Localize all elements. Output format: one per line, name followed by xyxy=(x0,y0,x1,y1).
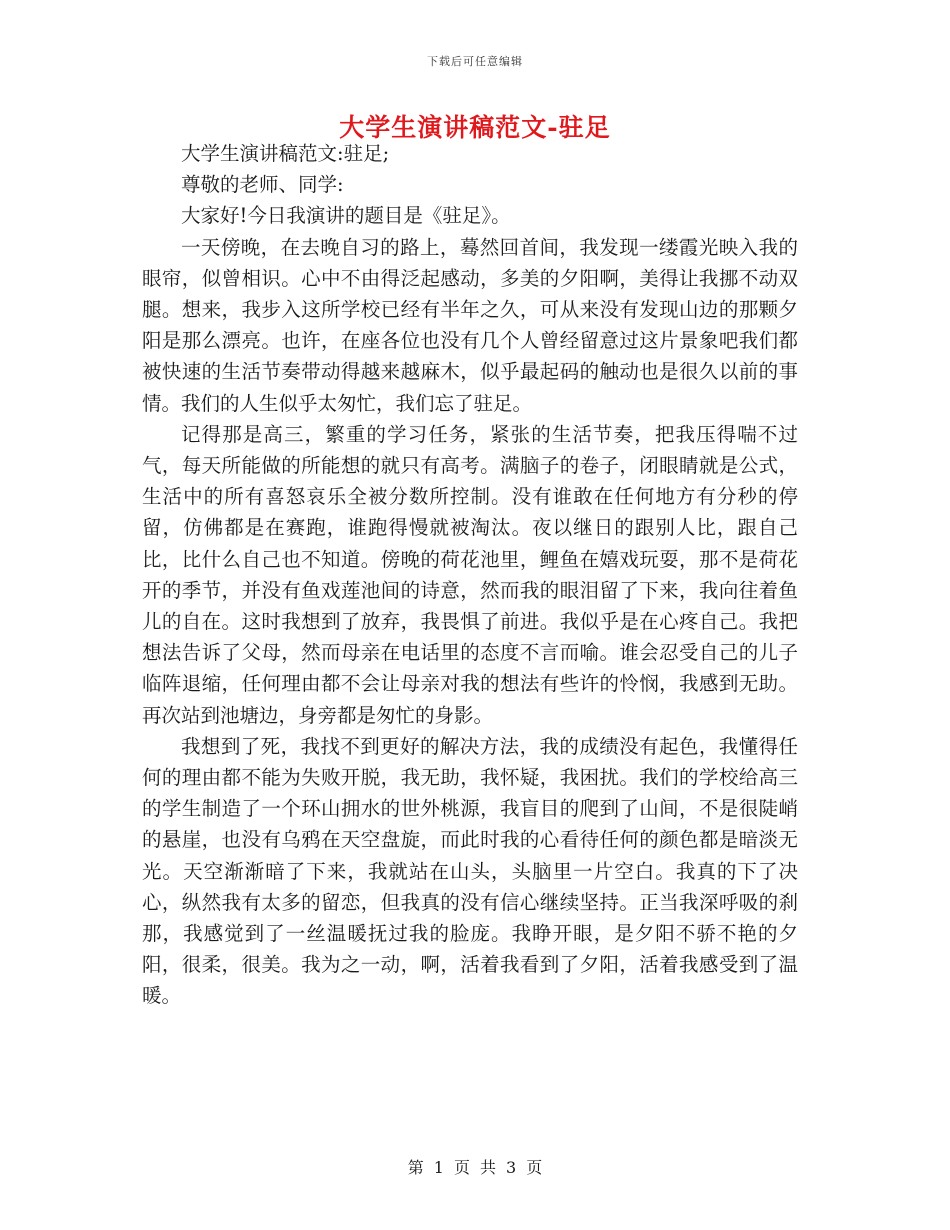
paragraph-salutation: 尊敬的老师、同学: xyxy=(181,173,344,197)
paragraph-body-3: 我想到了死，我找不到更好的解决方法，我的成绩没有起色，我懂得任何的理由都不能为失败开脱，我无助，我怀疑，我困扰。我们的学校给高三的学生制造了一个环山拥水的世外桃源，我盲目的爬到了山间，不是很陡峭的悬崖，也没有乌鸦在天空盘旋，而此时我的心看待任何的颜色都是暗淡无光。天空渐渐暗了下来，我就站在山头，头脑里一片空白。我真的下了决心，纵然我有太多的留恋，但我真的没有信心继续坚持。正当我深呼吸的刹那，我感觉到了一丝温暖抚过我的脸庞。我睁开眼，是夕阳不骄不艳的夕阳，很柔，很美。我为之一动，啊，活着我看到了夕阳，活着我感受到了温暖。 xyxy=(142,734,798,1008)
paragraph-body-2: 记得那是高三，繁重的学习任务，紧张的生活节奏，把我压得喘不过气，每天所能做的所能想的就只有高考。满脑子的卷子，闭眼睛就是公式，生活中的所有喜怒哀乐全被分数所控制。没有谁敢在任何地方有分秒的停留，仿佛都是在赛跑，谁跑得慢就被淘汰。夜以继日的跟别人比，跟自己比，比什么自己也不知道。傍晚的荷花池里，鲤鱼在嬉戏玩耍，那不是荷花开的季节，并没有鱼戏莲池间的诗意，然而我的眼泪留了下来，我向往着鱼儿的自在。这时我想到了放弃，我畏惧了前进。我似乎是在心疼自己。我把想法告诉了父母，然而母亲在电话里的态度不言而喻。谁会忍受自己的儿子临阵退缩，任何理由都不会让母亲对我的想法有些许的怜悯，我感到无助。再次站到池塘边，身旁都是匆忙的身影。 xyxy=(142,422,798,727)
paragraph-subtitle: 大学生演讲稿范文:驻足; xyxy=(181,142,390,165)
page-number xyxy=(0,1155,950,1178)
paragraph-body-1: 一天傍晚，在去晚自习的路上，蓦然回首间，我发现一缕霞光映入我的眼帘，似曾相识。心中不由得泛起感动，多美的夕阳啊，美得让我挪不动双腿。想来，我步入这所学校已经有半年之久，可从来没有发现山边的那颗夕阳是那么漂亮。也许，在座各位也没有几个人曾经留意过这片景象吧我们都被快速的生活节奏带动得越来越麻木，似乎最起码的触动也是很久以前的事情。我们的人生似乎太匆忙，我们忘了驻足。 xyxy=(142,235,798,415)
document-body xyxy=(142,138,798,1012)
document-title: 大学生演讲稿范文-驻足 xyxy=(339,113,611,142)
page-total: 3 xyxy=(506,1158,517,1177)
paragraph-greeting: 大家好!今日我演讲的题目是《驻足》。 xyxy=(181,204,511,228)
total-prefix: 共 xyxy=(480,1158,497,1177)
page-current: 1 xyxy=(433,1158,444,1177)
page-prefix: 第 xyxy=(407,1158,424,1177)
total-unit: 页 xyxy=(526,1158,543,1177)
header-note: 下载后可任意编辑 xyxy=(427,55,523,68)
page-unit: 页 xyxy=(453,1158,470,1177)
